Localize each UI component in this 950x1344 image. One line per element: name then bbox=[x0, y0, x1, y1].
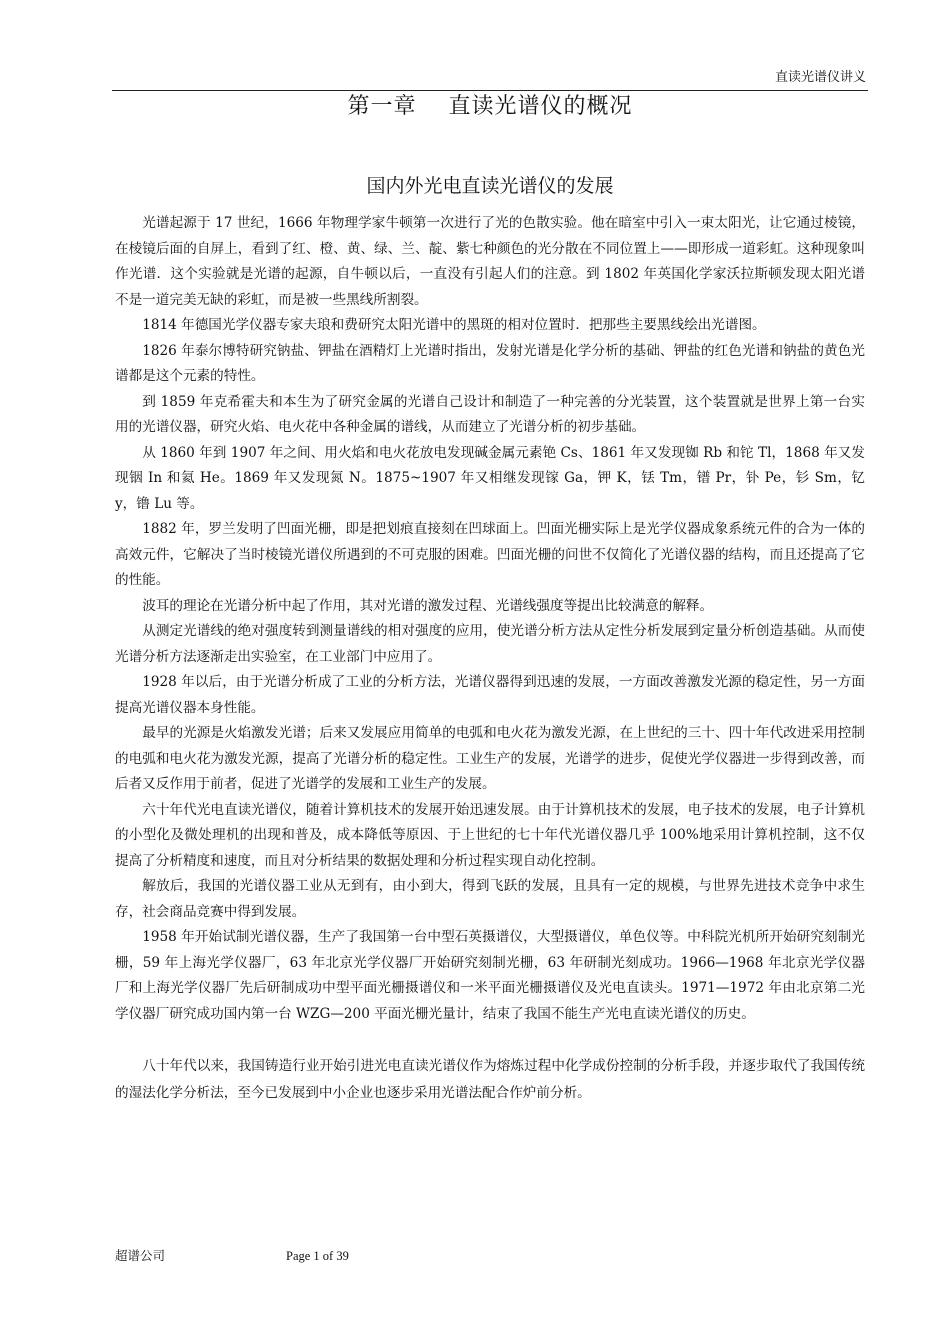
paragraph: 从 1860 年到 1907 年之间、用火焰和电火花放电发现碱金属元素铯 Cs、1861 年又发现铷 Rb 和铊 Tl，1868 年又发现铟 In 和氦 He。1869 年又发现氮 N。1875~1907 年又相继发现镓 Ga，钾 K，铥 Tm，镨 Pr，钋 Pe，钐 Sm，钇 y，镥 Lu 等。 bbox=[115, 444, 865, 512]
paragraph: 1928 年以后，由于光谱分析成了工业的分析方法，光谱仪器得到迅速的发展，一方面改善激发光源的稳定性，另一方面提高光谱仪器本身性能。 bbox=[115, 674, 865, 716]
paragraph: 波耳的理论在光谱分析中起了作用，其对光谱的激发过程、光谱线强度等提出比较满意的解释。 bbox=[142, 597, 714, 614]
document-body bbox=[115, 211, 865, 1107]
paragraph: 六十年代光电直读光谱仪，随着计算机技术的发展开始迅速发展。由于计算机技术的发展，电子技术的发展，电子计算机的小型化及微处理机的出现和普及，成本降低等原因、于上世纪的七十年代光谱仪器几乎 100%地采用计算机控制，这不仅提高了分析精度和速度，而且对分析结果的数据处理和分析过程实现自动化控制。 bbox=[115, 801, 865, 869]
chapter-title: 第一章 直读光谱仪的概况 bbox=[347, 94, 633, 119]
footer-company: 超谱公司 bbox=[115, 1248, 166, 1263]
section-title: 国内外光电直读光谱仪的发展 bbox=[366, 175, 614, 197]
paragraph: 八十年代以来，我国铸造行业开始引进光电直读光谱仪作为熔炼过程中化学成份控制的分析手段，并逐步取代了我国传统的湿法化学分析法，至今已发展到中小企业也逐步采用光谱法配合作炉前分析。 bbox=[115, 1058, 865, 1101]
paragraph: 1882 年，罗兰发明了凹面光栅，即是把划痕直接刻在凹球面上。凹面光栅实际上是光学仪器成象系统元件的合为一体的高效元件，它解决了当时棱镜光谱仪所遇到的不可克服的困难。凹面光栅的问世不仅简化了光谱仪器的结构，而且还提高了它的性能。 bbox=[115, 521, 865, 588]
paragraph: 到 1859 年克希霍夫和本生为了研究金属的光谱自己设计和制造了一种完善的分光装置，这个装置就是世界上第一台实用的光谱仪器，研究火焰、电火花中各种金属的谱线，从而建立了光谱分析的初步基础。 bbox=[115, 393, 865, 435]
page-footer bbox=[115, 1248, 415, 1266]
paragraph: 1814 年德国光学仪器专家夫琅和费研究太阳光谱中的黑斑的相对位置时．把那些主要黑线绘出光谱图。 bbox=[142, 317, 766, 333]
paragraph: 从测定光谱线的绝对强度转到测量谱线的相对强度的应用，使光谱分析方法从定性分析发展到定量分析创造基础。从而使光谱分析方法逐渐走出实验室，在工业部门中应用了。 bbox=[115, 623, 865, 665]
paragraph: 最早的光源是火焰激发光谱；后来又发展应用简单的电弧和电火花为激发光源，在上世纪的三十、四十年代改进采用控制的电弧和电火花为激发光源，提高了光谱分析的稳定性。工业生产的发展，光谱学的进步，促使光学仪器进一步得到改善，而后者又反作用于前者，促进了光谱学的发展和工业生产的发展。 bbox=[115, 725, 865, 792]
paragraph: 1958 年开始试制光谱仪器，生产了我国第一台中型石英摄谱仪，大型摄谱仪，单色仪等。中科院光机所开始研究刻制光栅，59 年上海光学仪器厂，63 年北京光学仪器厂开始研究刻制光栅，63 年研制光刻成功。1966—1968 年北京光学仪器厂和上海光学仪器厂先后研制成功中型平面光栅摄谱仪和一米平面光栅摄谱仪及光电直读头。1971—1972 年由北京第二光学仪器厂研究成功国内第一台 WZG—200 平面光栅光量计，结束了我国不能生产光电直读光谱仪的历史。 bbox=[115, 929, 865, 1022]
paragraph: 光谱起源于 17 世纪，1666 年物理学家牛顿第一次进行了光的色散实验。他在暗室中引入一束太阳光，让它通过棱镜，在棱镜后面的自屏上，看到了红、橙、黄、绿、兰、靛、紫七种颜色的光分散在不同位置上——即形成一道彩虹。这种现象叫作光谱．这个实验就是光谱的起源，自牛顿以后，一直没有引起人们的注意。到 1802 年英国化学家沃拉斯顿发现太阳光谱不是一道完美无缺的彩虹，而是被一些黑线所割裂。 bbox=[115, 215, 865, 308]
header-title: 直读光谱仪讲义 bbox=[774, 70, 866, 85]
paragraph: 解放后，我国的光谱仪器工业从无到有，由小到大，得到飞跃的发展，且具有一定的规模，与世界先进技术竞争中求生存，社会商品竞赛中得到发展。 bbox=[115, 878, 865, 920]
page-header bbox=[112, 66, 868, 91]
paragraph: 1826 年泰尔博特研究钠盐、钾盐在酒精灯上光谱时指出，发射光谱是化学分析的基础、钾盐的红色光谱和钠盐的黄色光谱都是这个元素的特性。 bbox=[115, 342, 865, 384]
page-number: Page 1 of 39 bbox=[286, 1249, 349, 1263]
